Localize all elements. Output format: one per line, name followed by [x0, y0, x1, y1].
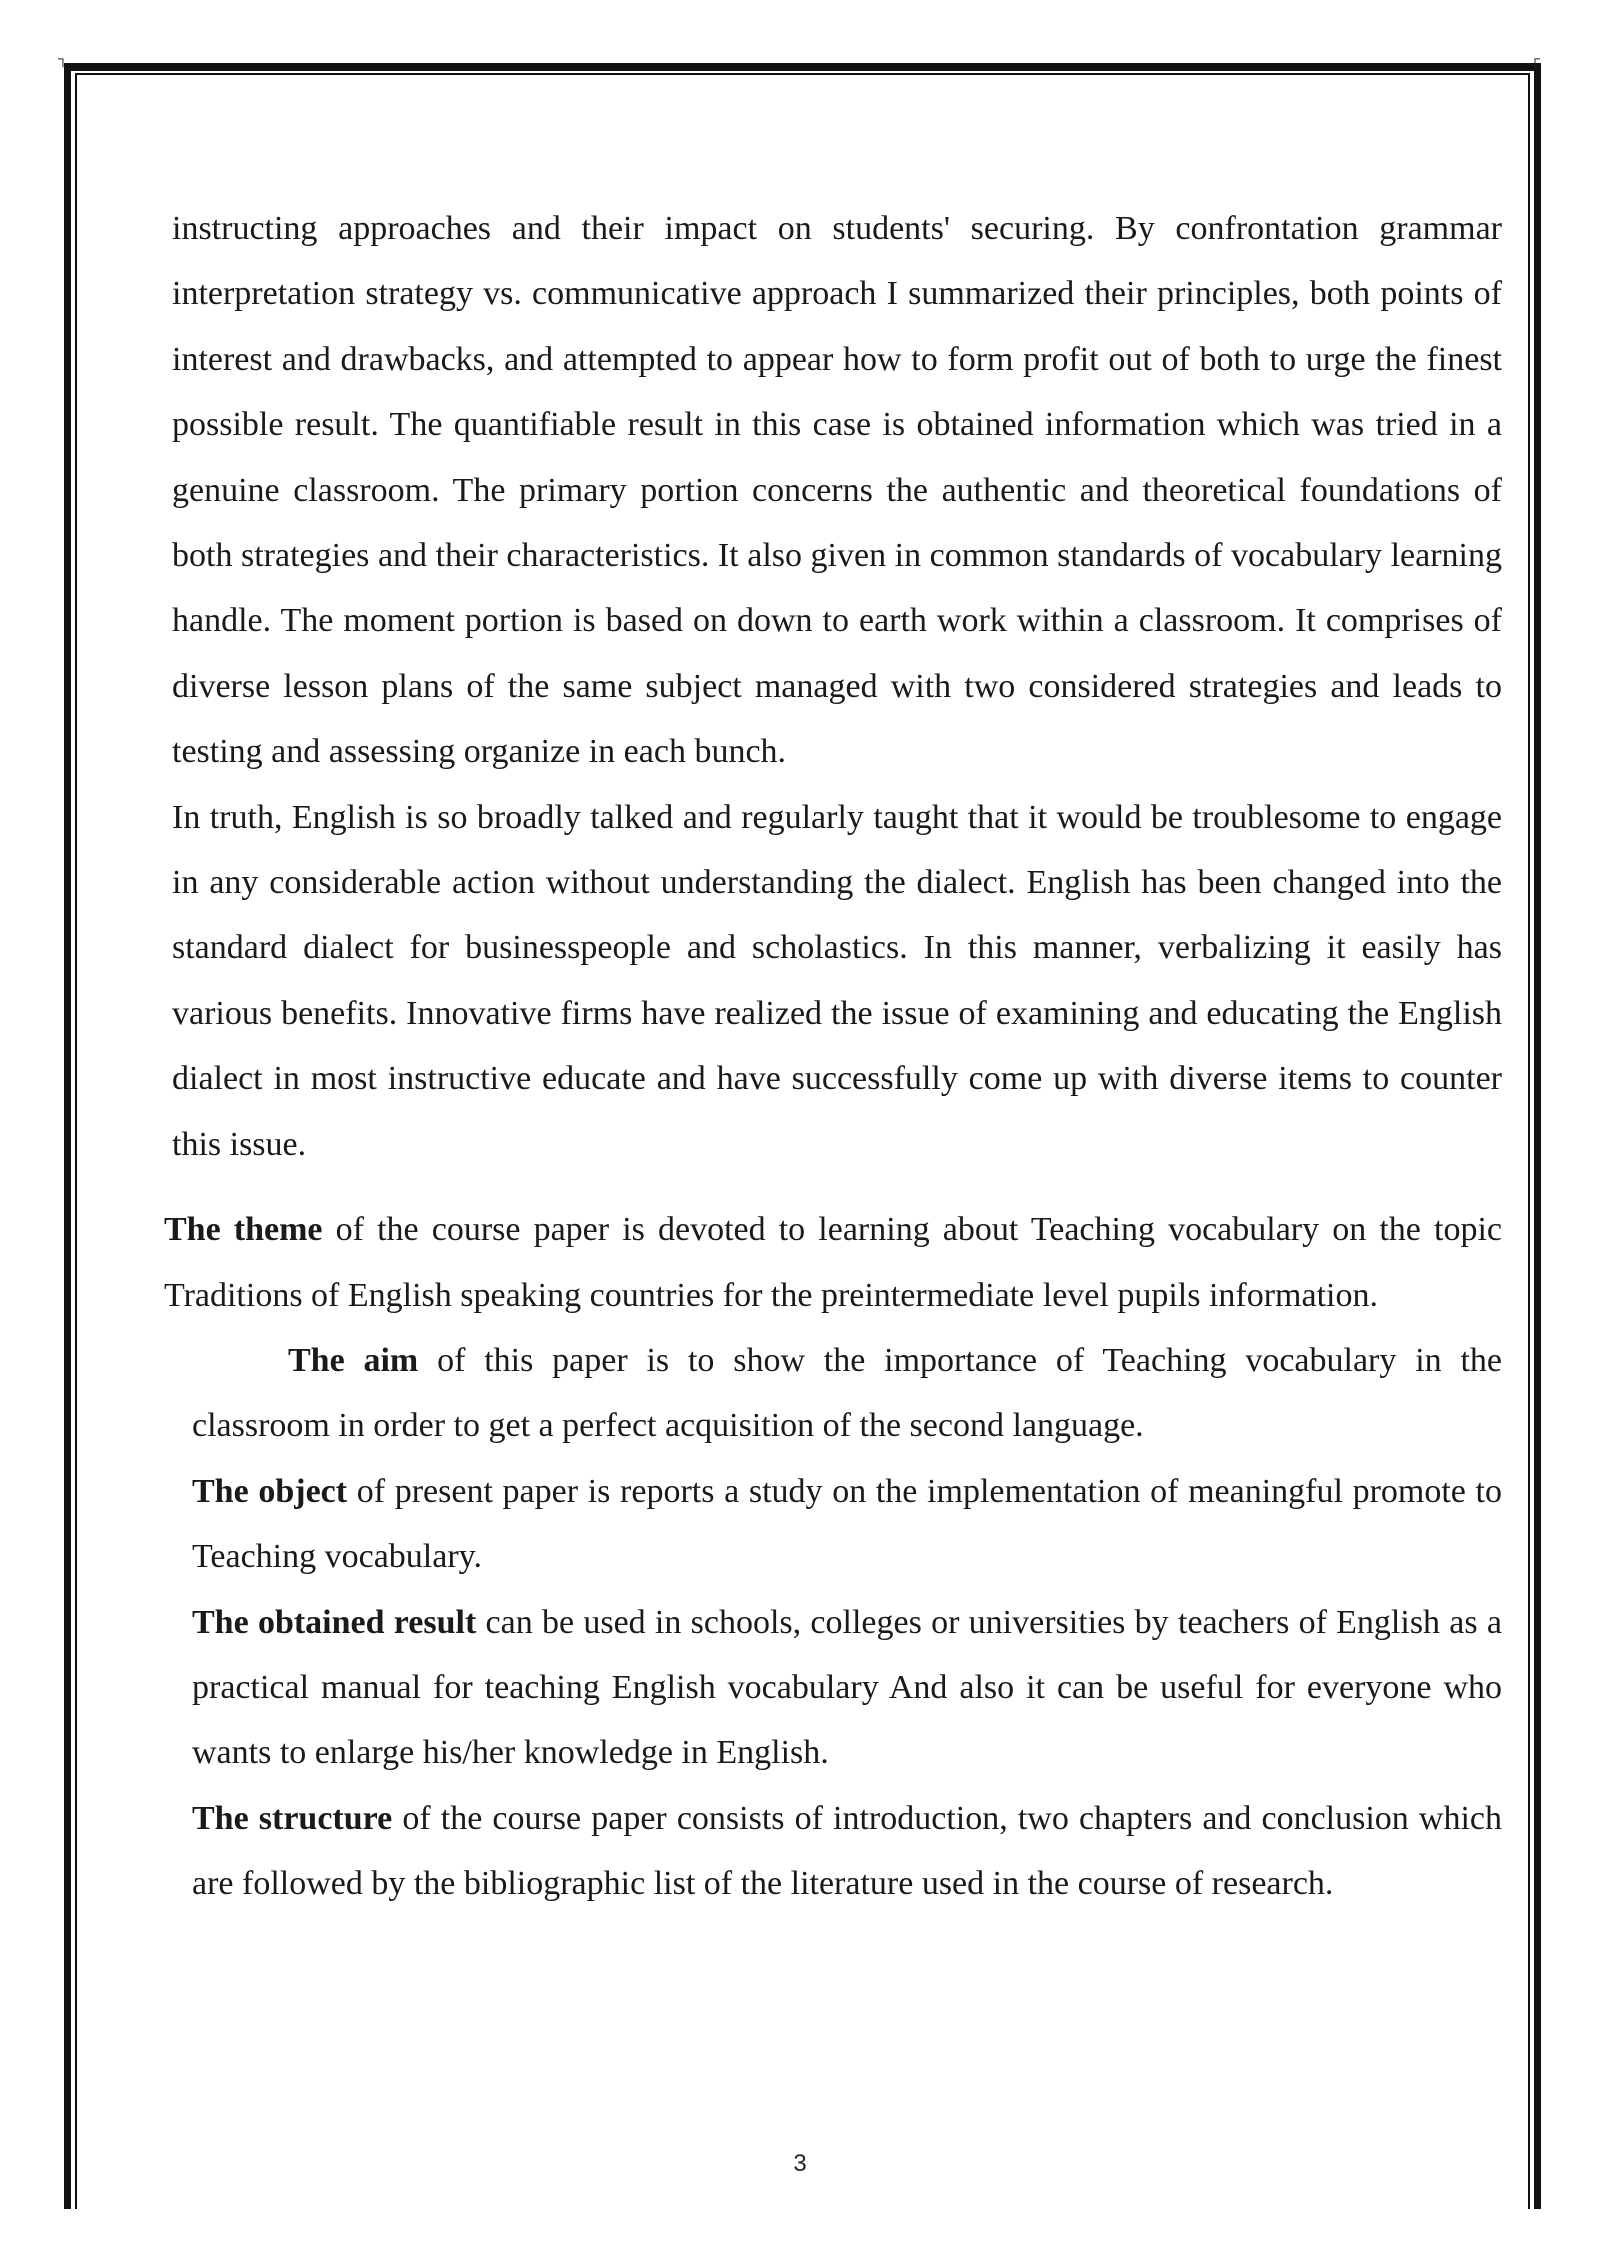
border-left [64, 63, 71, 2209]
theme-paragraph [164, 1197, 1502, 1328]
object-label: The object [192, 1472, 348, 1510]
aims-section [192, 1328, 1502, 1917]
truth-paragraph: In truth, English is so broadly talked and regularly taught that it would be troublesome to engage in any considerable action without understanding the dialect. English has been changed into the standard dialect for businesspeople and scholastics. In this manner, verbalizing it easily has various benefits. Innovative firms have realized the issue of examining and educating the English dialect in most instructive educate and have successfully come up with diverse items to counter this issue. [172, 798, 1502, 1163]
object-text: of present paper is reports a study on the implementation of meaningful promote to Teaching vocabulary. [192, 1472, 1502, 1576]
object-paragraph [192, 1459, 1502, 1590]
theme-text: of the course paper is devoted to learning about Teaching vocabulary on the topic Traditions of English speaking countries for the preintermediate level pupils information. [164, 1211, 1502, 1314]
corner-mark-right: ┌ [1530, 52, 1540, 67]
aim-text: of this paper is to show the importance of Teaching vocabulary in the classroom in order to get a perfect acquisition of the second language. [192, 1341, 1502, 1445]
theme-label: The theme [164, 1211, 323, 1249]
border-right [1534, 63, 1541, 2209]
result-text: can be used in schools, colleges or universities by teachers of English as a practical manual for teaching English vocabulary And also it can be useful for everyone who wants to enlarge his/her knowledge in English. [192, 1603, 1502, 1772]
aim-paragraph [192, 1328, 1502, 1459]
border-top-inner [75, 73, 1530, 75]
aim-label: The aim [288, 1341, 419, 1379]
result-label: The obtained result [192, 1603, 477, 1641]
border-top [64, 63, 1540, 71]
result-paragraph [192, 1590, 1502, 1786]
structure-text: of the course paper consists of introduction, two chapters and conclusion which are followed by the bibliographic list of the literature used in the course of research. [192, 1799, 1503, 1903]
structure-paragraph [192, 1786, 1502, 1917]
document-body [164, 196, 1503, 1917]
corner-mark-left: ┐ [58, 52, 68, 67]
border-right-inner [1528, 73, 1530, 2209]
intro-paragraph: instructing approaches and their impact on students' securing. By confrontation grammar interpretation strategy vs. communicative approach I summarized their principles, both points of interest and drawbacks, and attempted to appear how to form profit out of both to urge the finest possible result. The quantifiable result in this case is obtained information which was tried in a genuine classroom. The primary portion concerns the authentic and theoretical foundations of both strategies and their characteristics. It also given in common standards of vocabulary learning handle. The moment portion is based on down to earth work within a classroom. It comprises of diverse lesson plans of the same subject managed with two considered strategies and leads to testing and assessing organize in each bunch. [172, 210, 1502, 771]
structure-label: The structure [192, 1799, 393, 1837]
border-left-inner [75, 73, 77, 2209]
page-number: 3 [793, 2150, 807, 2177]
